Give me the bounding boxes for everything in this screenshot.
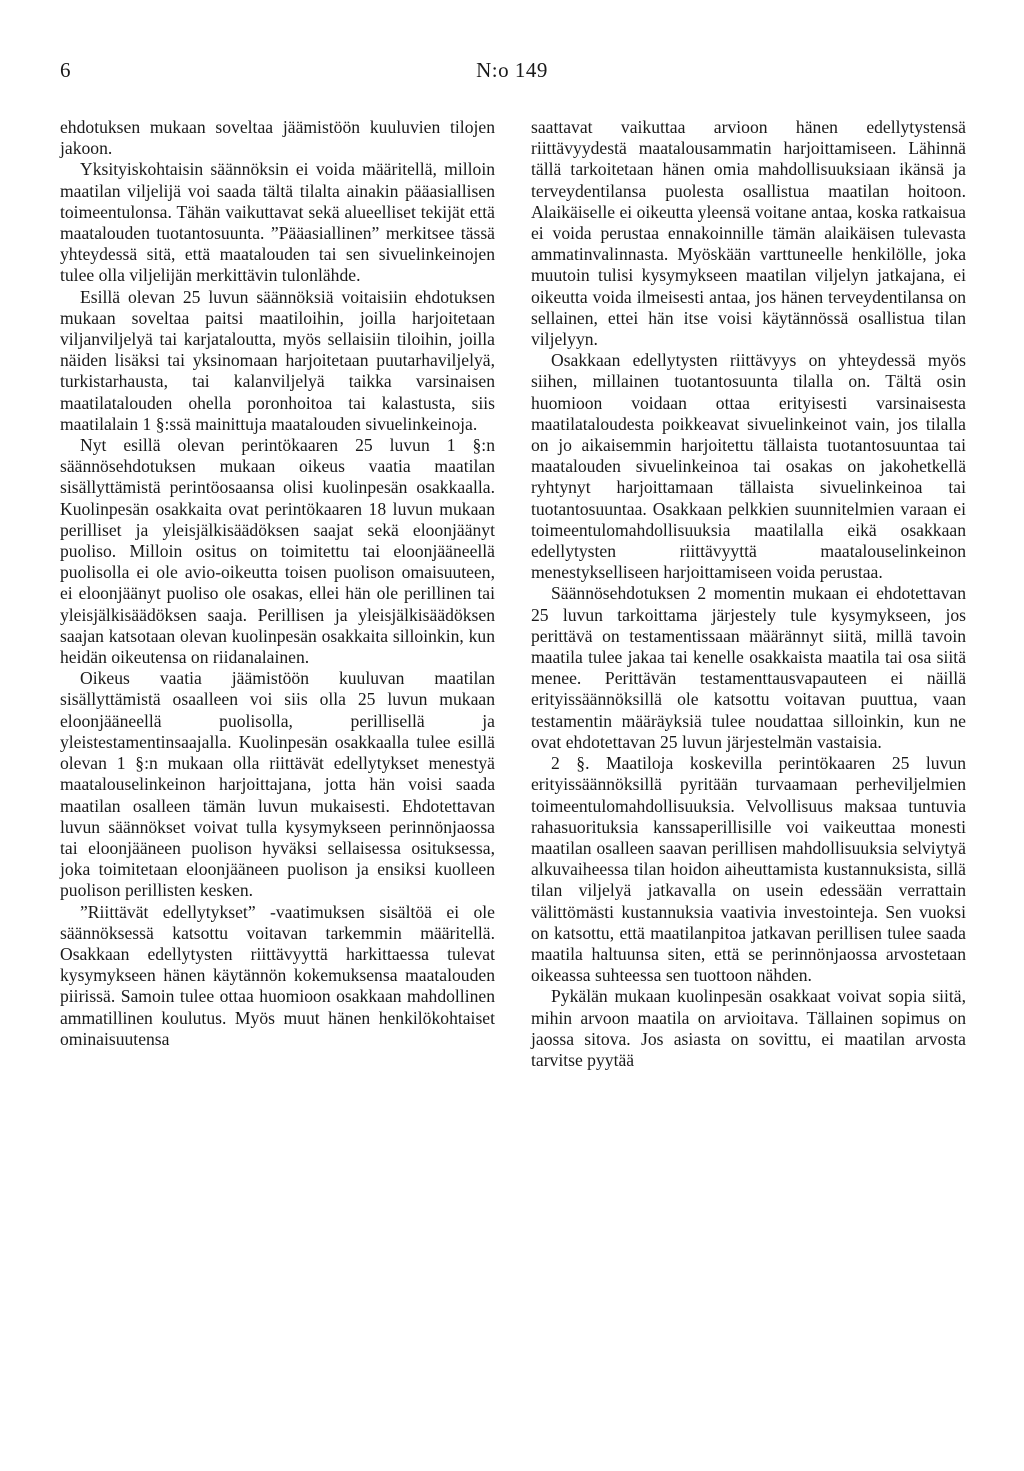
paragraph: Oikeus vaatia jäämistöön kuuluvan maatilan sisällyttämistä osaalleen voi siis olla 25 luvun mukaan eloonjääneellä puolisolla, perillisellä ja yleistestamentinsaajalla. Kuolinpesän osakkaalla tulee esillä olevan 1 §:n mukaan olla riittävät edellytykset menestyä maatalouselinkeinon harjoittajana, jotta hän voisi saada maatilan osalleen tämän luvun mukaisesti. Ehdotettavan luvun säännökset voivat tulla kysymykseen perinnönjaossa tai eloonjääneen puolison hyväksi sellaisessa osituksessa, joka toimitetaan eloonjääneen puolison ja ensiksi kuolleen puolison perillisten kesken. <box>60 668 495 901</box>
paragraph: Nyt esillä olevan perintökaaren 25 luvun 1 §:n säännösehdotuksen mukaan oikeus vaatia maatilan sisällyttämistä perintöosaansa olisi kuolinpesän osakkaalla. Kuolinpesän osakkaita ovat perintökaaren 18 luvun mukaan perilliset ja yleisjälkisäädöksen saajat sekä eloonjäänyt puoliso. Milloin ositus on toimitettu tai eloonjääneellä puolisolla ei ole avio-oikeutta toisen puolison omaisuuteen, ei eloonjäänyt puoliso ole osakas, ellei hän ole perillinen tai yleisjälkisäädöksen saaja. Perillisen ja yleisjälkisäädöksen saajan katsotaan olevan kuolinpesän osakkaita silloinkin, kun heidän oikeutensa on riidanalainen. <box>60 435 495 668</box>
paragraph: Esillä olevan 25 luvun säännöksiä voitaisiin ehdotuksen mukaan soveltaa paitsi maatiloihin, joilla harjoitetaan viljanviljelyä tai karjataloutta, myös sellaisiin tiloihin, joilla näiden lisäksi tai yksinomaan harjoitetaan puutarhaviljelyä, turkistarhausta, tai kalanviljelyä taikka varsinaisen maatilatalouden ohella poronhoitoa tai kalastusta, siis maatilalain 1 §:ssä mainittuja maatalouden sivuelinkeinoja. <box>60 286 495 434</box>
paragraph: Yksityiskohtaisin säännöksin ei voida määritellä, milloin maatilan viljelijä voi saada tältä tilalta ainakin pääasiallisen toimeentulonsa. Tähän vaikuttavat sekä alueelliset tekijät että maatalouden tuotantosuunta. ”Pääasiallinen” merkitsee tässä yhteydessä sitä, että maatalouden tai sen sivuelinkeinojen tulee olla viljelijän merkittävin tulonlähde. <box>60 159 495 286</box>
right-column <box>531 117 966 1071</box>
document-number: N:o 149 <box>476 58 548 82</box>
paragraph: Osakkaan edellytysten riittävyys on yhteydessä myös siihen, millainen tuotantosuunta tilalla on. Tältä osin huomioon voidaan ottaa erityisesti varsinaisesta maatilataloudesta poikkeavat sivuelinkeinot vain, jos tilalla on jo aikaisemmin harjoitettu tällaista tuotantosuuntaa tai maatalouden sivuelinkeinoa tai osakas on jakohetkellä ryhtynyt harjoittamaan tällaista sivuelinkeinoa tai tuotantosuuntaa. Osakkaan pelkkien suunnitelmien varaan ei toimeentulomahdollisuuksia maatilalla eikä osakkaan edellytysten riittävyyttä maatalouselinkeinon menestykselliseen harjoittamiseen voida perustaa. <box>531 350 966 583</box>
paragraph: Säännösehdotuksen 2 momentin mukaan ei ehdotettavan 25 luvun tarkoittama järjestely tule kysymykseen, jos perittävä on testamentissaan määrännyt siitä, millä tavoin maatila tulee jakaa tai kenelle osakkaista maatila tai osa siitä menee. Perittävän testamenttausvapauteen ei näillä erityissäännöksillä ole katsottu voitavan puuttua, vaan testamentin määräyksiä tulee noudattaa silloinkin, kun ne ovat ehdotettavan 25 luvun järjestelmän vastaisia. <box>531 583 966 752</box>
paragraph: ”Riittävät edellytykset” -vaatimuksen sisältöä ei ole säännöksessä katsottu voitavan tarkemmin määritellä. Osakkaan edellytysten riittävyyttä harkittaessa tulevat kysymykseen hänen käytännön kokemuksensa maatalouden piirissä. Samoin tulee ottaa huomioon osakkaan mahdollinen ammatillinen koulutus. Myös muut hänen henkilökohtaiset ominaisuutensa <box>60 901 495 1049</box>
paragraph: saattavat vaikuttaa arvioon hänen edellytystensä riittävyydestä maatalousammatin harjoittamiseen. Lähinnä tällä tarkoitetaan hänen omia mahdollisuuksiaan ikänsä ja terveydentilansa puolesta osallistua maatilan hoitoon. Alaikäiselle ei oikeutta yleensä voitane antaa, koska ratkaisua ei voida perustaa ennakoinnille tämän alaikäisen tulevasta ammatinvalinnasta. Myöskään varttuneelle henkilölle, joka muutoin tulisi kysymykseen maatilan viljelyn jatkajana, ei oikeutta voida ilmeisesti antaa, jos hänen terveydentilansa on sellainen, ettei hän itse voisi käytännössä osallistua tilan viljelyyn. <box>531 117 966 350</box>
paragraph: 2 §. Maatiloja koskevilla perintökaaren 25 luvun erityissäännöksillä pyritään turvaamaan perheviljelmien toimeentulomahdollisuuksia. Velvollisuus maksaa tuntuvia rahasuorituksia kanssaperillisille voi vaikeuttaa monesti maatilan osalleen saavan perillisen mahdollisuuksia selviytyä alkuvaiheessa tilan hoidon aiheuttamista kustannuksista, sillä tilan viljelyä jatkavalla on usein edessään verrattain välittömästi kustannuksia vaativia investointeja. Sen vuoksi on katsottu, että maatilanpitoa jatkavan perillisen tulee saada maatila haltuunsa siten, että se perinnönjaossa arvostetaan oikeassa suhteessa sen tuottoon nähden. <box>531 753 966 986</box>
left-column <box>60 117 495 1050</box>
paragraph: Pykälän mukaan kuolinpesän osakkaat voivat sopia siitä, mihin arvoon maatila on arvioitava. Tällainen sopimus on jaossa sitova. Jos asiasta on sovittu, ei maatilan arvosta tarvitse pyytää <box>531 986 966 1070</box>
page-number: 6 <box>60 58 71 82</box>
paragraph: ehdotuksen mukaan soveltaa jäämistöön kuuluvien tilojen jakoon. <box>60 117 495 159</box>
page-header <box>0 58 1024 88</box>
